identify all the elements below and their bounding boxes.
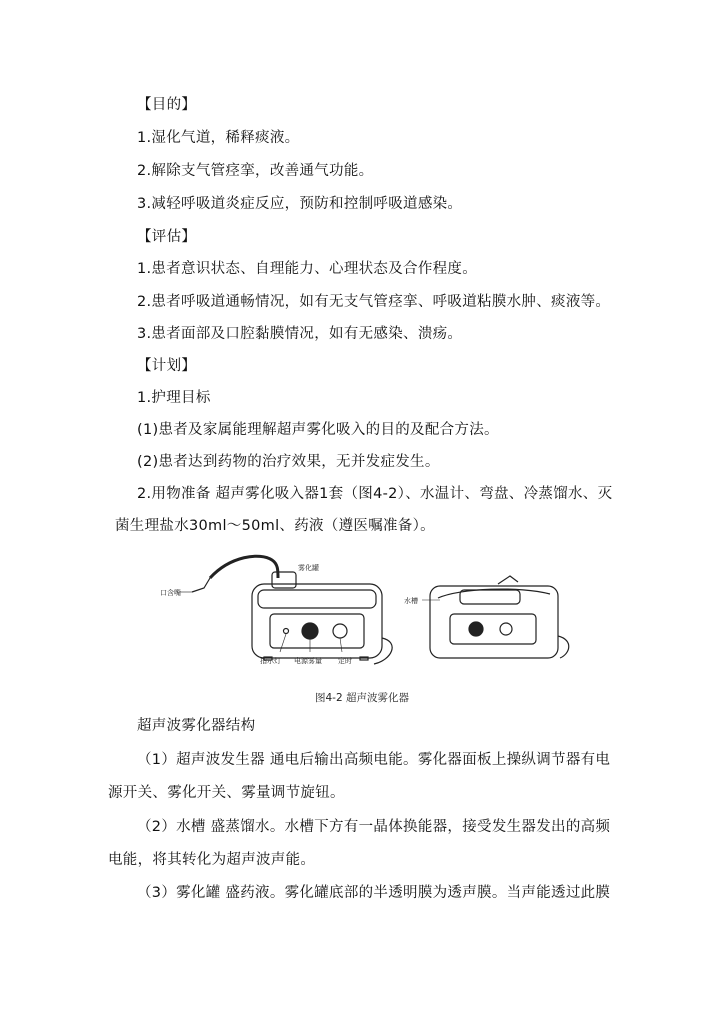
- nebulizer-cup-shape: [272, 572, 296, 588]
- structure-p3-line-1: （3）雾化罐 盛药液。雾化罐底部的半透明膜为透声膜。当声能透过此膜: [137, 885, 611, 901]
- nebulizer-body-side: [430, 586, 558, 658]
- structure-p1-line-2: 源开关、雾化开关、雾量调节旋钮。: [108, 785, 345, 801]
- mouthpiece-tube-end: [192, 578, 210, 592]
- structure-p2-line-2: 电能，将其转化为超声波声能。: [108, 852, 316, 868]
- label-indicator: 指示灯: [260, 657, 281, 665]
- plan-goal-title: 1.护理目标: [137, 390, 211, 406]
- label-water-tank: 水槽: [404, 597, 418, 605]
- indicator-light-shape: [284, 629, 289, 634]
- nebulizer-front-view: [180, 556, 392, 664]
- leader-timer: [340, 638, 342, 652]
- control-panel-side: [450, 614, 536, 644]
- timer-knob-shape: [333, 624, 347, 638]
- label-power-switch: 电源雾量: [294, 657, 322, 665]
- structure-p1-line-1: （1）超声波发生器 通电后输出高频电能。雾化器面板上操纵调节器有电: [137, 752, 611, 768]
- plan-heading: 【计划】: [137, 358, 197, 374]
- plan-goal-2: (2)患者达到药物的治疗效果，无并发症发生。: [137, 454, 440, 470]
- purpose-item-2: 2.解除支气管痉挛，改善通气功能。: [137, 163, 374, 179]
- nebulizer-side-view: [422, 576, 569, 658]
- plan-supplies-line-2: 菌生理盐水30ml～50ml、药液（遵医嘱准备）。: [115, 518, 435, 534]
- assessment-heading: 【评估】: [137, 229, 197, 245]
- assessment-item-3: 3.患者面部及口腔黏膜情况，如有无感染、溃疡。: [137, 326, 463, 342]
- nebulizer-figure: [160, 548, 580, 678]
- plan-goal-1: (1)患者及家属能理解超声雾化吸入的目的及配合方法。: [137, 422, 499, 438]
- label-nebulizer-cup: 雾化罐: [298, 564, 319, 572]
- plan-supplies-line-1: 2.用物准备 超声雾化吸入器1套（图4-2）、水温计、弯盘、冷蒸馏水、灭: [137, 486, 613, 502]
- nebulizer-tube: [210, 556, 278, 578]
- assessment-item-1: 1.患者意识状态、自理能力、心理状态及合作程度。: [137, 261, 478, 277]
- side-cup-neck: [498, 576, 518, 584]
- label-timer: 定时: [338, 657, 352, 665]
- structure-p2-line-1: （2）水槽 盛蒸馏水。水槽下方有一晶体换能器，接受发生器发出的高频: [137, 819, 611, 835]
- power-knob-shape: [302, 623, 318, 639]
- power-knob-side-shape: [469, 622, 483, 636]
- power-cord-front: [374, 638, 392, 664]
- nebulizer-lid-front: [258, 590, 376, 608]
- label-mouthpiece: 口含嘴: [160, 589, 181, 597]
- power-cord-side: [558, 636, 569, 658]
- structure-title: 超声波雾化器结构: [137, 718, 256, 734]
- purpose-heading: 【目的】: [137, 97, 197, 113]
- figure-caption: 图4-2 超声波雾化器: [315, 692, 409, 704]
- leader-indicator: [280, 634, 286, 652]
- assessment-item-2: 2.患者呼吸道通畅情况，如有无支气管痉挛、呼吸道粘膜水肿、痰液等。: [137, 294, 611, 310]
- water-tank-inner: [460, 590, 520, 604]
- purpose-item-3: 3.减轻呼吸道炎症反应，预防和控制呼吸道感染。: [137, 196, 463, 212]
- timer-knob-side-shape: [500, 623, 512, 635]
- purpose-item-1: 1.湿化气道，稀释痰液。: [137, 130, 300, 146]
